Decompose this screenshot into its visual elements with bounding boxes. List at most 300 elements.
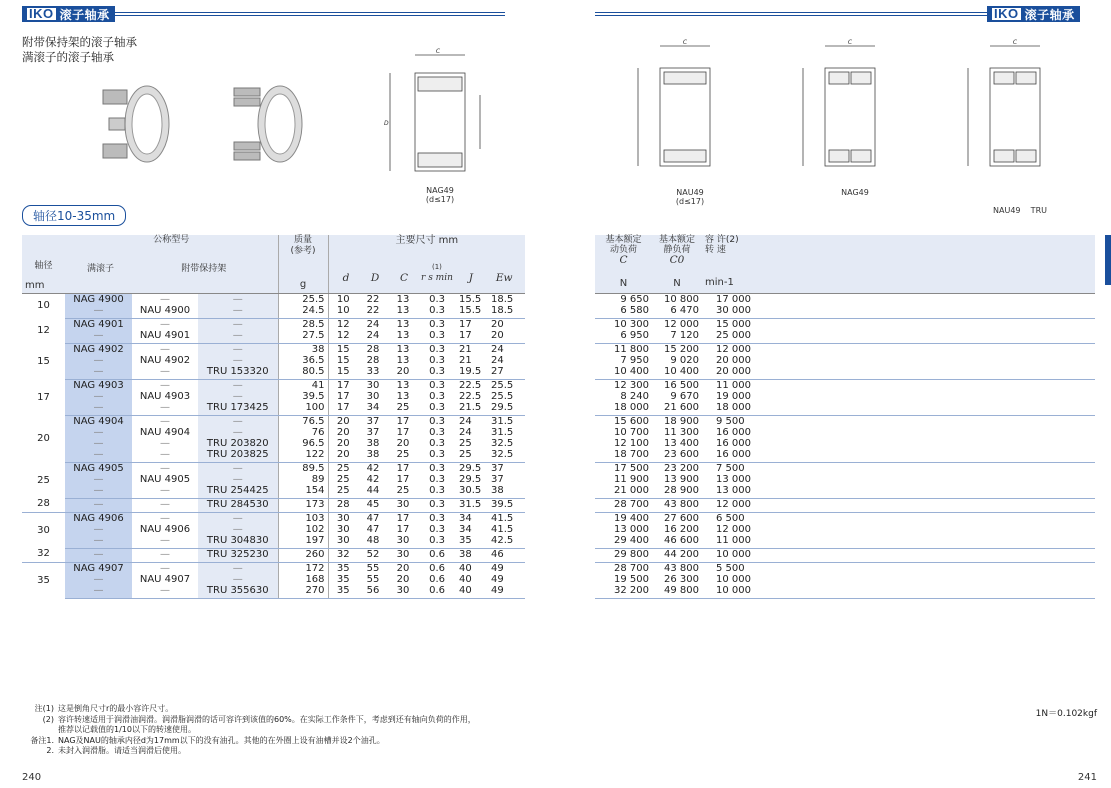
headline-line-1: 附带保持架的滚子轴承 (22, 35, 137, 49)
shaft-diameter: 12 (37, 325, 50, 336)
table-row (595, 330, 1095, 344)
dim-C: 25 (388, 449, 418, 463)
dim-J: 34 (459, 523, 472, 535)
hdr-J: J (468, 272, 473, 284)
dim-D: 48 (358, 535, 388, 549)
hdr-model (65, 235, 278, 293)
footnote-text: 这是倒角尺寸r的最小容许尺寸。 (58, 704, 174, 713)
static-load: 16 200 (664, 523, 699, 535)
model-tru: TRU 254425 (198, 485, 278, 499)
hdr-Ew: Ew (495, 272, 513, 284)
blank-cell (762, 449, 1095, 463)
dim-rs: 0.3 (429, 318, 445, 330)
dim-Ew: 24 (491, 354, 504, 366)
hdr-shaft-unit: mm (25, 280, 45, 291)
dim-J: 25 (456, 449, 488, 463)
blank-cell (762, 574, 1095, 585)
model-nau: — (160, 512, 170, 524)
table-row (22, 305, 525, 319)
hdr-blank (762, 235, 1095, 293)
model-nag: — (65, 391, 132, 402)
diagram-nau49 (630, 38, 740, 178)
table-row (22, 449, 525, 463)
static-load: 15 200 (664, 343, 699, 355)
allowable-speed: 11 000 (702, 535, 762, 549)
allowable-speed: 10 000 (702, 585, 762, 599)
model-nag: NAG 4901 (65, 318, 132, 330)
blank-cell (762, 462, 1095, 474)
table-row (595, 391, 1095, 402)
allowable-speed: 16 000 (702, 449, 762, 463)
shaft-range-pill: 轴径10-35mm (22, 205, 126, 226)
dim-Ew: 20 (488, 330, 525, 344)
blank-cell (762, 355, 1095, 366)
dim-Ew: 20 (491, 318, 504, 330)
model-nau: — (132, 498, 198, 512)
model-tru: — (198, 343, 278, 355)
dynamic-load: 19 400 (614, 512, 649, 524)
table-row (595, 485, 1095, 499)
allowable-speed: 15 000 (716, 318, 751, 330)
dynamic-load: 29 400 (595, 535, 652, 549)
caption-nau49-range: (d≤17) (675, 197, 705, 206)
table-row (595, 512, 1095, 524)
dim-Ew: 25.5 (491, 379, 514, 391)
static-load: 44 200 (652, 548, 702, 562)
hdr-dyn-label: 基本额定 动负荷 (605, 235, 642, 255)
dim-rs: 0.3 (429, 437, 445, 449)
hdr-mass-label: 质量 (294, 235, 313, 245)
static-load: 12 000 (664, 318, 699, 330)
mass-value: 89 (278, 474, 328, 485)
dynamic-load: 12 300 (614, 379, 649, 391)
hdr-speed-label: 容 许(2) 转 速 (705, 235, 739, 255)
shaft-diameter: 20 (37, 433, 50, 444)
dim-rs: 0.3 (418, 402, 456, 416)
mass-value: 96.5 (278, 438, 328, 449)
table-row (595, 524, 1095, 535)
dim-rs: 0.3 (429, 473, 445, 485)
table-row (22, 574, 525, 585)
dim-D: 24 (358, 330, 388, 344)
model-nag: NAG 4905 (65, 462, 132, 474)
dim-rs: 0.3 (429, 523, 445, 535)
model-nau: — (160, 562, 170, 574)
dynamic-load: 13 000 (614, 523, 649, 535)
static-load: 13 400 (664, 437, 699, 449)
dim-D: 33 (358, 366, 388, 380)
blank-cell (762, 474, 1095, 485)
allowable-speed: 12 000 (716, 523, 751, 535)
side-index-tab (1105, 235, 1111, 285)
dim-d: 20 (328, 438, 358, 449)
dim-J: 24 (459, 426, 472, 438)
cross-section-diagram (380, 45, 500, 185)
model-nau: — (132, 548, 198, 562)
dim-Ew: 29.5 (488, 402, 525, 416)
mass-value: 270 (278, 585, 328, 599)
dim-D: 45 (358, 498, 388, 512)
table-row (22, 485, 525, 499)
dim-D: 30 (366, 390, 380, 402)
dynamic-load: 6 580 (595, 305, 652, 319)
dim-C: 30 (388, 548, 418, 562)
hdr-dims (328, 235, 525, 293)
model-tru: — (198, 574, 278, 585)
model-nau: — (160, 437, 170, 449)
hdr-d: d (342, 272, 350, 284)
dim-Ew: 42.5 (488, 535, 525, 549)
footnote-mark (22, 725, 58, 736)
blank-cell (762, 548, 1095, 562)
dim-D: 47 (366, 523, 380, 535)
dim-d: 20 (328, 415, 358, 427)
table-row (22, 438, 525, 449)
static-load: 49 800 (652, 585, 702, 599)
footnotes (22, 704, 480, 757)
page-number-right: 241 (1077, 772, 1097, 783)
table-row (22, 562, 525, 574)
allowable-speed: 16 000 (716, 437, 751, 449)
dim-D: 52 (358, 548, 388, 562)
dim-J: 40 (459, 573, 472, 585)
caption-tru (975, 188, 1065, 233)
dim-Ew: 31.5 (491, 415, 514, 427)
mass-value: 41 (278, 379, 328, 391)
dim-d: 15 (328, 366, 358, 380)
hdr-static-load (652, 235, 702, 293)
dim-Ew: 25.5 (491, 390, 514, 402)
hdr-dims-label: 主要尺寸 mm (395, 235, 459, 246)
mass-value: 24.5 (278, 305, 328, 319)
model-nag: — (65, 535, 132, 549)
hdr-full-roller: 满滚子 (86, 264, 114, 274)
footnote-row (22, 715, 480, 726)
dim-D: 22 (366, 293, 380, 305)
mass-value: 28.5 (278, 318, 328, 330)
allowable-speed: 9 500 (716, 415, 745, 427)
shaft-diameter: 10 (37, 300, 50, 312)
model-nau: — (132, 585, 198, 599)
table-row (595, 415, 1095, 427)
table-row (595, 562, 1095, 574)
mass-value: 154 (278, 485, 328, 499)
caption-nau49-model: NAU49 (676, 188, 704, 197)
allowable-speed: 12 000 (702, 498, 762, 512)
spec-header-row (22, 235, 525, 293)
headline-line-2: 满滚子的滚子轴承 (22, 50, 114, 64)
brand-bar-left (22, 6, 505, 22)
static-load: 23 600 (652, 449, 702, 463)
static-load: 27 600 (664, 512, 699, 524)
hdr-mass (278, 235, 328, 293)
dynamic-load: 18 700 (595, 449, 652, 463)
allowable-speed: 20 000 (716, 354, 751, 366)
dim-rs: 0.3 (418, 305, 456, 319)
allowable-speed: 20 000 (702, 366, 762, 380)
blank-cell (762, 562, 1095, 574)
dynamic-load: 10 700 (614, 426, 649, 438)
blank-cell (762, 343, 1095, 355)
dim-D: 55 (366, 573, 380, 585)
mass-value: 260 (278, 548, 328, 562)
table-row (595, 293, 1095, 305)
dim-C: 13 (396, 293, 410, 305)
dim-D: 56 (358, 585, 388, 599)
dynamic-load: 10 300 (614, 318, 649, 330)
unit-conversion: 1N＝0.102kgf (1035, 709, 1097, 719)
static-load: 10 400 (652, 366, 702, 380)
static-load: 18 900 (664, 415, 699, 427)
allowable-speed: 6 500 (716, 512, 745, 524)
hdr-C: C (400, 272, 409, 284)
table-row (595, 366, 1095, 380)
iko-logo-right (987, 6, 1080, 22)
dim-Ew: 32.5 (491, 437, 514, 449)
dim-D: 24 (366, 318, 380, 330)
allowable-speed: 18 000 (702, 402, 762, 416)
dim-rs: 0.6 (418, 585, 456, 599)
table-row (22, 355, 525, 366)
dim-Ew: 49 (491, 573, 504, 585)
dim-C: 20 (396, 562, 410, 574)
static-load: 28 900 (652, 485, 702, 499)
spec-header-row-right (595, 235, 1095, 293)
table-row (595, 427, 1095, 438)
dim-d: 20 (328, 449, 358, 463)
dim-Ew: 37 (491, 473, 504, 485)
dim-J: 30.5 (456, 485, 488, 499)
model-nag: — (65, 330, 132, 344)
dim-D: 42 (366, 462, 380, 474)
model-tru: — (198, 562, 278, 574)
table-row (595, 343, 1095, 355)
model-tru: — (198, 355, 278, 366)
dynamic-load: 11 800 (614, 343, 649, 355)
table-row (595, 355, 1095, 366)
left-page (0, 0, 555, 788)
dim-J: 21 (459, 343, 472, 355)
footnote-mark: 注(1) (34, 704, 54, 713)
dim-J: 34 (459, 512, 472, 524)
mass-value: 76 (278, 427, 328, 438)
static-load: 13 900 (664, 473, 699, 485)
dim-rs: 0.3 (418, 449, 456, 463)
svg-text:C: C (847, 39, 853, 46)
table-row (22, 293, 525, 305)
caption-tru-model: NAU49 TRU (993, 206, 1047, 215)
dim-J: 15.5 (459, 293, 482, 305)
diagram-nau49-tru (960, 38, 1070, 178)
allowable-speed: 10 000 (702, 548, 762, 562)
table-row (595, 574, 1095, 585)
dim-C: 17 (396, 512, 410, 524)
dim-rs: 0.6 (429, 562, 445, 574)
model-nau: — (132, 366, 198, 380)
model-nau: — (160, 415, 170, 427)
model-tru: TRU 325230 (198, 548, 278, 562)
mass-value: 168 (278, 574, 328, 585)
dim-rs: 0.3 (429, 390, 445, 402)
footnote-mark: (2) (42, 714, 54, 724)
dim-rs: 0.3 (429, 512, 445, 524)
headline (22, 35, 137, 65)
dim-C: 13 (396, 354, 410, 366)
dim-C: 17 (396, 426, 410, 438)
dim-J: 24 (459, 415, 472, 427)
hdr-shaft (22, 235, 65, 293)
model-tru: TRU 304830 (198, 535, 278, 549)
dim-Ew: 27 (488, 366, 525, 380)
table-row (595, 498, 1095, 512)
mass-value: 103 (278, 512, 328, 524)
blank-cell (762, 318, 1095, 330)
model-tru: — (198, 462, 278, 474)
blank-cell (762, 366, 1095, 380)
hdr-D: D (370, 272, 380, 284)
footnote-text: 容许转速适用于润滑油润滑。润滑脂润滑的话可容许到该值的60%。在实际工作条件下，考虑到还有轴向负荷的作用， (58, 714, 476, 724)
dim-C: 17 (396, 415, 410, 427)
dim-D: 30 (366, 379, 380, 391)
blank-cell (762, 415, 1095, 427)
dynamic-load: 17 500 (614, 462, 649, 474)
dim-rs: 0.3 (418, 366, 456, 380)
footnote-mark: 2. (46, 746, 54, 755)
dim-d: 35 (328, 574, 358, 585)
mass-value: 89.5 (278, 462, 328, 474)
model-nag: — (65, 574, 132, 585)
model-nau: NAU 4907 (139, 573, 191, 585)
dim-Ew: 41.5 (491, 512, 514, 524)
model-tru: — (198, 391, 278, 402)
brand-rule-right (595, 12, 987, 16)
blank-cell (762, 485, 1095, 499)
dim-rs: 0.3 (429, 415, 445, 427)
footnote-text: 推荐以记载值的1/10以下的转速使用。 (58, 725, 196, 734)
iko-mark: IKO (29, 6, 54, 21)
model-tru: — (198, 474, 278, 485)
dynamic-load: 28 700 (595, 498, 652, 512)
static-load: 6 470 (652, 305, 702, 319)
model-tru: TRU 173425 (198, 402, 278, 416)
allowable-speed: 13 000 (716, 473, 751, 485)
mass-value: 38 (278, 343, 328, 355)
dynamic-load: 15 600 (614, 415, 649, 427)
dynamic-load: 7 950 (620, 354, 649, 366)
dim-J: 40 (459, 562, 472, 574)
model-nag: — (65, 438, 132, 449)
mass-value: 122 (278, 449, 328, 463)
blank-cell (762, 305, 1095, 319)
dim-D: 55 (366, 562, 380, 574)
model-nag: — (65, 485, 132, 499)
model-nau: NAU 4902 (139, 354, 191, 366)
hdr-dynamic-load (595, 235, 652, 293)
dim-Ew: 32.5 (488, 449, 525, 463)
shaft-diameter: 35 (37, 574, 50, 586)
dim-J: 19.5 (456, 366, 488, 380)
mass-value: 80.5 (278, 366, 328, 380)
model-nag: — (65, 427, 132, 438)
diagram-caption-range: (d≤17) (425, 195, 455, 204)
blank-cell (762, 427, 1095, 438)
static-load: 10 800 (664, 293, 699, 305)
model-tru: — (198, 524, 278, 535)
hdr-stat-symbol: C0 (669, 254, 685, 266)
dim-d: 30 (328, 512, 358, 524)
mass-value: 39.5 (278, 391, 328, 402)
static-load: 21 600 (652, 402, 702, 416)
svg-text:D: D (384, 120, 389, 127)
allowable-speed: 11 000 (716, 379, 751, 391)
hdr-mass-ref: (参考) (290, 246, 316, 256)
allowable-speed: 13 000 (702, 485, 762, 499)
model-nag: NAG 4902 (65, 343, 132, 355)
dynamic-load: 18 000 (595, 402, 652, 416)
dim-C: 17 (396, 523, 410, 535)
dim-C: 13 (396, 379, 410, 391)
dim-J: 17 (456, 330, 488, 344)
hdr-speed (702, 235, 762, 293)
blank-cell (762, 512, 1095, 524)
dim-J: 17 (459, 318, 472, 330)
model-nau: — (132, 449, 198, 463)
static-load: 11 300 (664, 426, 699, 438)
dim-d: 10 (328, 305, 358, 319)
blank-cell (762, 379, 1095, 391)
blank-cell (762, 524, 1095, 535)
dim-C: 25 (388, 485, 418, 499)
dim-d: 10 (328, 293, 358, 305)
dynamic-load: 19 500 (614, 573, 649, 585)
hdr-shaft-label: 轴径 (34, 261, 53, 271)
blank-cell (762, 293, 1095, 305)
bearing-image-2 (228, 78, 308, 170)
hdr-model-label: 公称型号 (153, 235, 190, 245)
table-row (22, 366, 525, 380)
table-row (595, 535, 1095, 549)
svg-text:C: C (435, 48, 441, 55)
hdr-rs: r s min (421, 273, 453, 283)
hdr-with-cage: 附带保持架 (181, 264, 227, 274)
shaft-diameter: 32 (22, 548, 65, 562)
model-nau: NAU 4900 (132, 305, 198, 319)
hdr-stat-label: 基本额定 静负荷 (658, 235, 695, 255)
hdr-stat-unit: N (673, 278, 681, 289)
static-load: 26 300 (664, 573, 699, 585)
table-row (22, 524, 525, 535)
dim-rs: 0.3 (429, 343, 445, 355)
static-load: 7 120 (652, 330, 702, 344)
table-row (22, 318, 525, 330)
model-nag: — (65, 498, 132, 512)
model-nag: NAG 4903 (65, 379, 132, 391)
dim-d: 30 (328, 535, 358, 549)
table-row (22, 512, 525, 524)
dim-D: 37 (366, 415, 380, 427)
table-row (22, 585, 525, 599)
diagram-nag49 (795, 38, 905, 178)
shaft-diameter: 25 (37, 474, 50, 486)
dynamic-load: 28 700 (614, 562, 649, 574)
model-nag: — (65, 474, 132, 485)
dim-Ew: 46 (488, 548, 525, 562)
diagram-caption-model: NAG49 (426, 186, 454, 195)
shaft-diameter: 28 (22, 498, 65, 512)
dim-J: 29.5 (459, 462, 482, 474)
footnote-row (22, 725, 480, 736)
dim-J: 15.5 (456, 305, 488, 319)
